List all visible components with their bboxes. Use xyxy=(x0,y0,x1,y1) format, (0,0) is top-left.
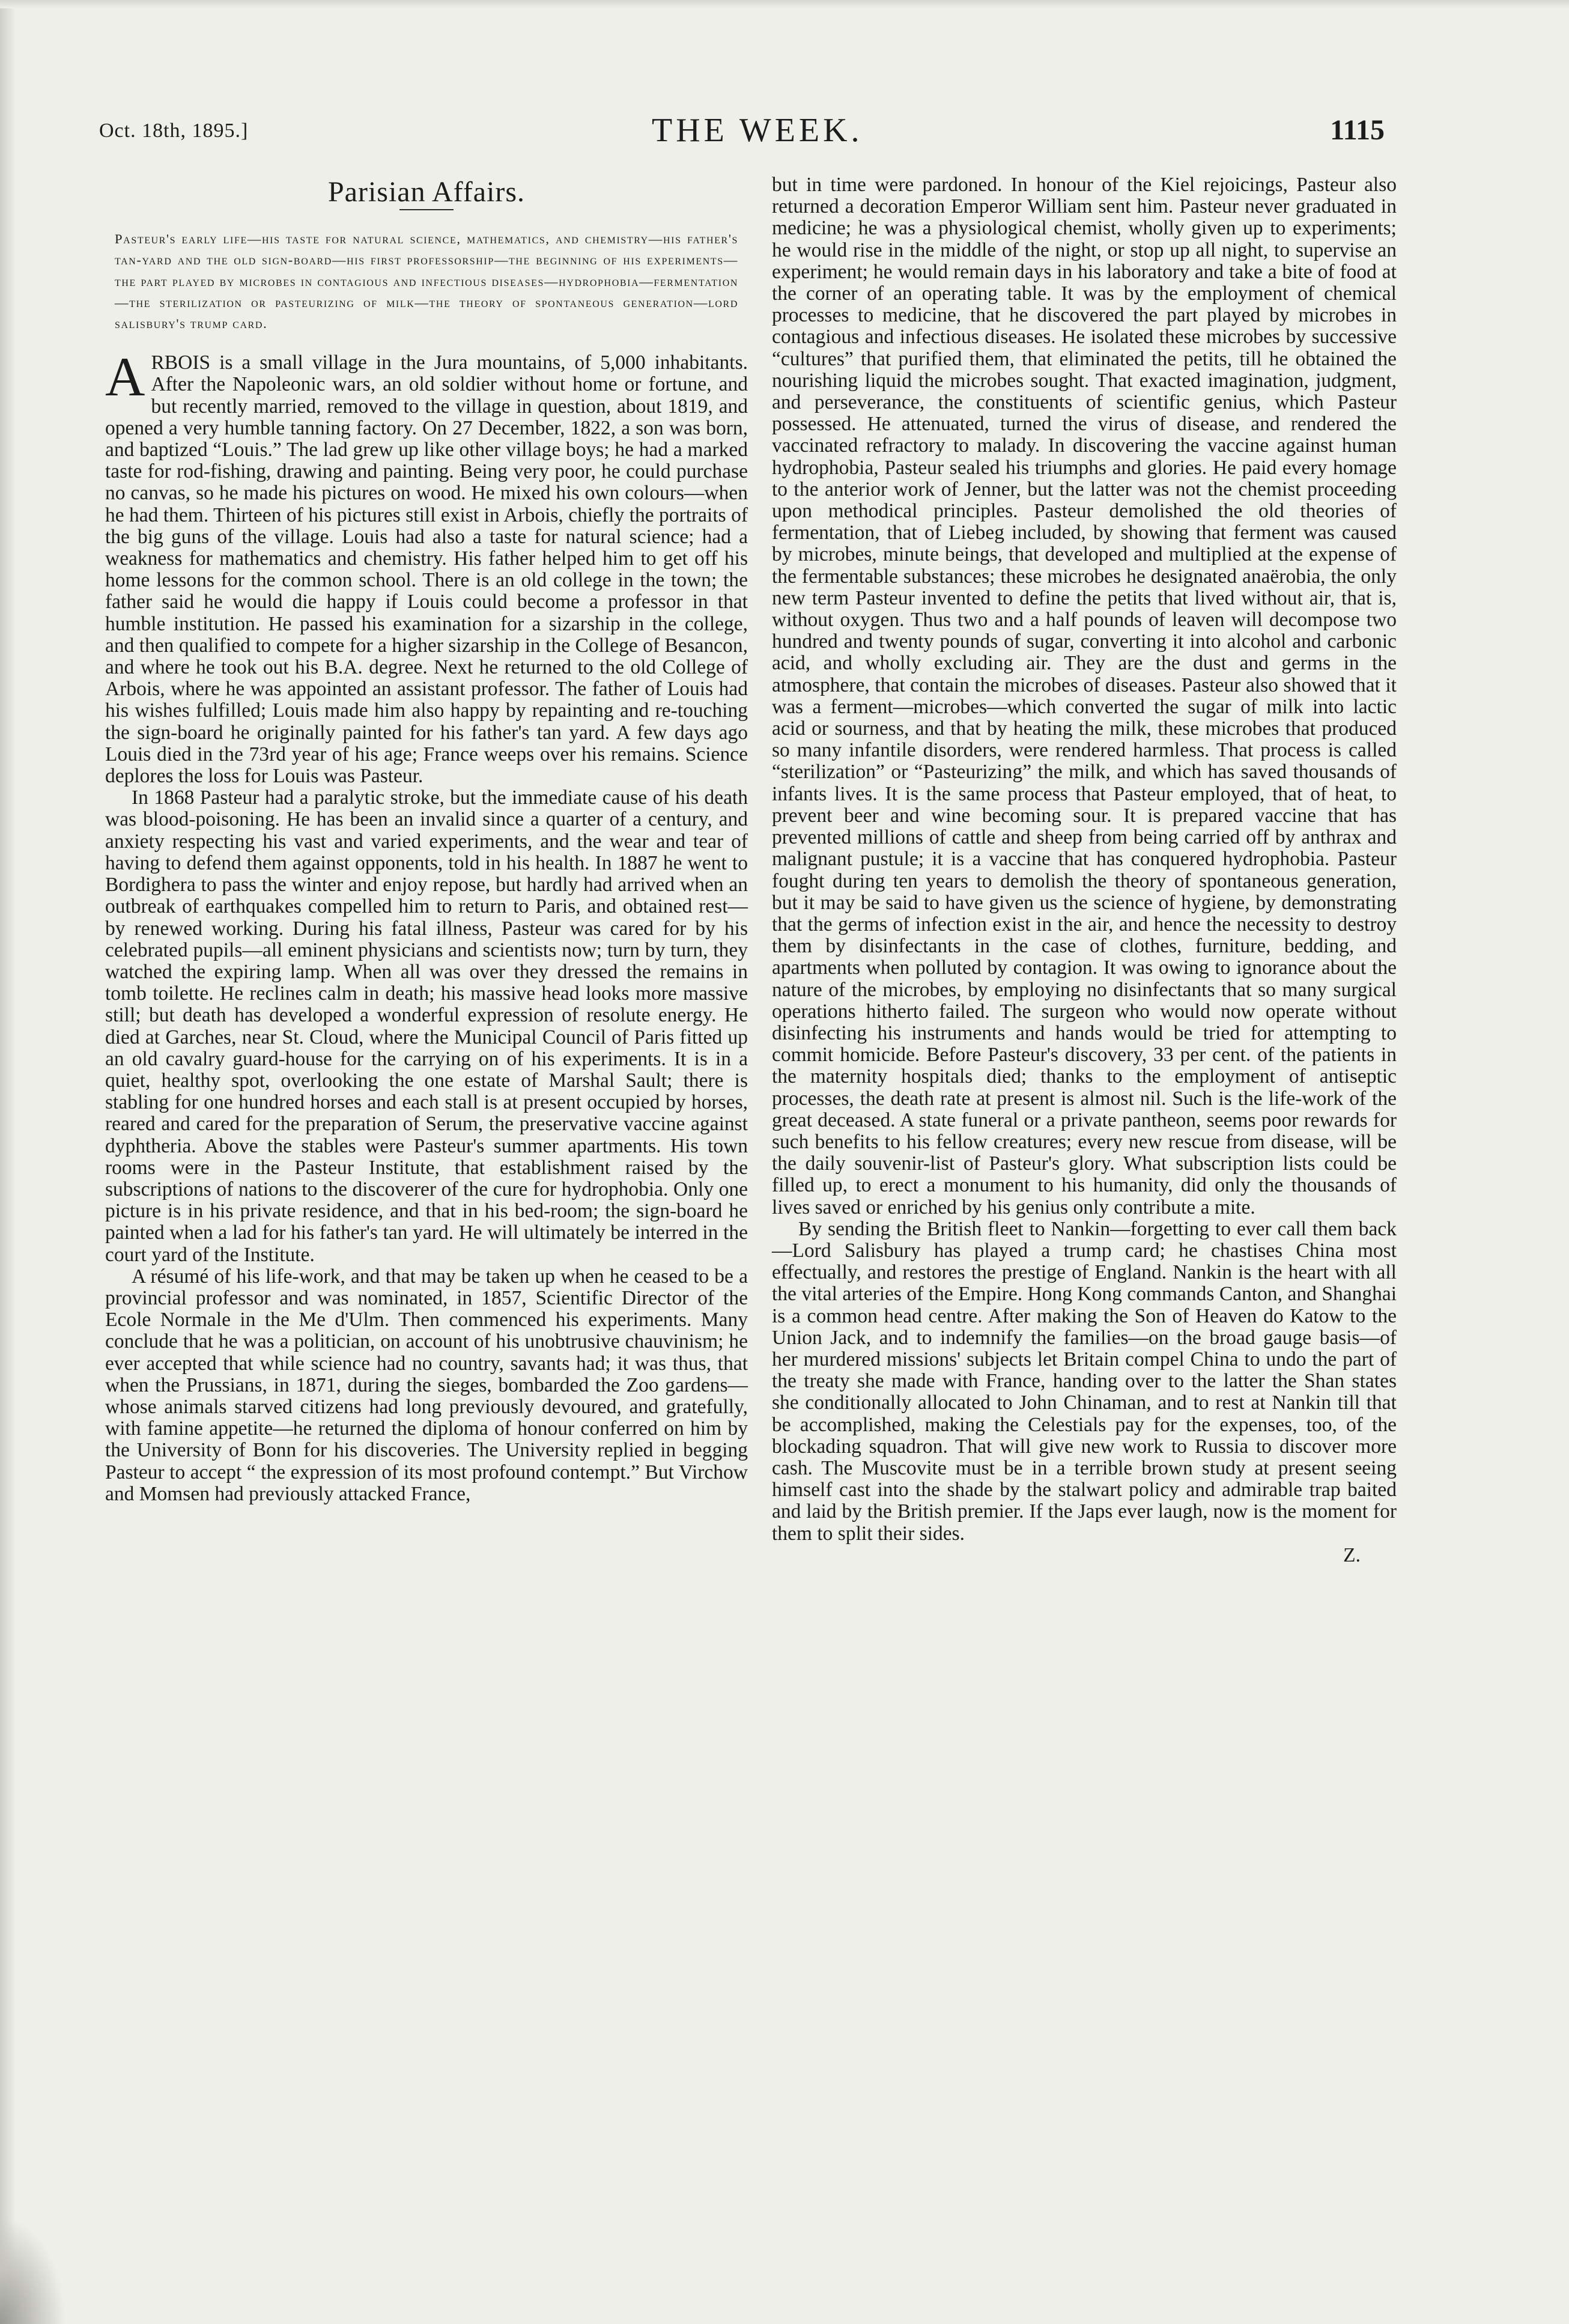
synopsis-text: Pasteur's early life—his taste for natural science, mathematics, and chemistry—his father's tan-yard and the old sign-board—his first professorship—the beginning of his experiments—the part played by microbes in contagious and infectious diseases—hydrophobia—fermentation—the sterilization or pasteurizing of milk—the theory of spontaneous generation—lord salisbury's trump card. xyxy=(115,231,738,332)
paragraph-5: By sending the British fleet to Nankin—forgetting to ever call them back—Lord Salisbury has played a trump card; he chastises China most effectually, and restores the prestige of England. Nankin is the heart with all the vital arteries of the Empire. Hong Kong commands Canton, and Shanghai is a common head centre. After making the Son of Heaven do Katow to the Union Jack, and to indemnify the families—on the broad gauge basis—of her murdered missions' subjects let Britain compel China to undo the part of the treaty she made with France, handing over to the latter the Shan states she conditionally allocated to John Chinaman, and to rest at Nankin till that be accomplished, making the Celestials pay for the expenses, too, of the blockading squadron. That will give new work to Russia to discover more cash. The Muscovite must be in a terrible brown study at present seeing himself cast into the shade by the stalwart policy and admirable trap baited and laid by the British premier. If the Japs ever laugh, now is the moment for them to split their sides. xyxy=(772,1217,1397,1545)
paragraph-3: A résumé of his life-work, and that may be taken up when he ceased to be a provincial professor and was nominated, in 1857, Scientific Director of the Ecole Normale in the Me d'Ulm. Then commenced his experiments. Many conclude that he was a politician, on account of his unobtrusive chauvinism; he ever accepted that while science had no country, savants had; it was thus, that when the Prussians, in 1871, during the sieges, bombarded the Zoo gardens—whose animals starved citizens had long previously devoured, and gratefully, with famine appetite—he returned the diploma of honour conferred on him by the University of Bonn for his discoveries. The University replied in begging Pasteur to accept “ the expression of its most profound contempt.” But Virchow and Momsen had previously attacked France, xyxy=(105,1265,748,1505)
scan-edge-shadow xyxy=(0,0,16,2324)
scan-corner-smudge xyxy=(0,2216,66,2324)
article-synopsis xyxy=(105,228,748,334)
article-title: Parisian Affairs. xyxy=(327,176,526,208)
author-signature: Z. xyxy=(1343,1544,1361,1566)
publication-title: THE WEEK. xyxy=(652,112,863,149)
left-column xyxy=(105,174,748,1505)
scan-top-edge xyxy=(0,0,1569,8)
title-rule xyxy=(399,209,454,210)
page-number: 1115 xyxy=(1330,114,1385,146)
running-head xyxy=(99,111,1385,153)
issue-date: Oct. 18th, 1895.] xyxy=(99,120,249,142)
paragraph-2: In 1868 Pasteur had a paralytic stroke, but the immediate cause of his death was blood-poisoning. He has been an invalid since a quarter of a century, and anxiety respecting his vast and varied experiments, and the wear and tear of having to defend them against opponents, told in his health. In 1887 he went to Bordighera to pass the winter and enjoy repose, but hardly had arrived when an outbreak of earthquakes compelled him to return to Paris, and obtained rest—by renewed working. During his fatal illness, Pasteur was cared for by his celebrated pupils—all eminent physicians and scientists now; turn by turn, they watched the expiring lamp. When all was over they dressed the remains in tomb toilette. He reclines calm in death; his massive head looks more massive still; but death has developed a wonderful expression of resolute energy. He died at Garches, near St. Cloud, where the Municipal Council of Paris fitted up an old cavalry guard-house for the carrying on of his experiments. It is in a quiet, healthy spot, overlooking the one estate of Marshal Sault; there is stabling for one hundred horses and each stall is at present occupied by horses, reared and cared for the preparation of Serum, the preservative vaccine against dyphtheria. Above the stables were Pasteur's summer apartments. His town rooms were in the Pasteur Institute, that establishment raised by the subscriptions of nations to the discoverer of the cure for hydrophobia. Only one picture is in his private residence, and that in his bed-room; the sign-board he painted when a lad for his father's tan yard. He will ultimately be interred in the court yard of the Institute. xyxy=(105,786,748,1266)
drop-cap: A xyxy=(105,346,145,408)
right-column xyxy=(772,174,1397,1566)
paragraph-1-text: RBOIS is a small village in the Jura mountains, of 5,000 inhabitants. After the Napoleonic wars, an old soldier without home or fortune, and but recently married, removed to the village in question, about 1819, and opened a very humble tanning factory. On 27 December, 1822, a son was born, and baptized “Louis.” The lad grew up like other village boys; he had a marked taste for rod-fishing, drawing and painting. Being very poor, he could purchase no canvas, so he made his pictures on wood. He mixed his own colours—when he had them. Thirteen of his pictures still exist in Arbois, chiefly the portraits of the big guns of the village. Louis had also a taste for natural science; had a weakness for mathematics and chemistry. His father helped him to get off his home lessons for the common school. There is an old college in the town; the father said he would die happy if Louis could become a professor in that humble institution. He passed his examination for a sizarship in the college, and then qualified to compete for a higher sizarship in the College of Besancon, and where he took out his B.A. degree. Next he returned to the old College of Arbois, where he was appointed an assistant professor. The father of Louis had his wishes fulfilled; Louis made him also happy by repainting and re-touching the sign-board he originally painted for his father's tan yard. A few days ago Louis died in the 73rd year of his age; France weeps over his remains. Science deplores the loss for Louis was Pasteur. xyxy=(105,351,748,788)
paragraph-1 xyxy=(105,346,748,788)
paragraph-4: but in time were pardoned. In honour of the Kiel rejoicings, Pasteur also returned a decoration Emperor William sent him. Pasteur never graduated in medicine; he was a physiological chemist, wholly given up to experiments; he would rise in the middle of the night, or stop up all night, to supervise an experiment; he would remain days in his laboratory and take a bite of food at the corner of an operating table. It was by the employment of chemical processes to medicine, that he discovered the part played by microbes in contagious and infectious diseases. He isolated these microbes by successive “cultures” that purified them, that eliminated the petits, till he obtained the nourishing liquid the microbes sought. That exacted imagination, judgment, and perseverance, the constituents of scientific genius, which Pasteur possessed. He attenuated, turned the virus of disease, and rendered the vaccinated refractory to malady. In discovering the vaccine against human hydrophobia, Pasteur sealed his triumphs and glories. He paid every homage to the anterior work of Jenner, but the latter was not the chemist proceeding upon methodical principles. Pasteur demolished the old theories of fermentation, that of Liebeg included, by showing that ferment was caused by microbes, minute beings, that developed and multiplied at the expense of the fermentable substances; these microbes he designated anaërobia, the only new term Pasteur invented to define the petits that lived without air, that is, without oxygen. Thus two and a half pounds of leaven will decompose two hundred and twenty pounds of sugar, converting it into alcohol and carbonic acid, and wholly excluding air. They are the dust and germs in the atmosphere, that contain the microbes of diseases. Pasteur also showed that it was a ferment—microbes—which converted the sugar of milk into lactic acid or sourness, and that by heating the milk, these microbes that produced so many infantile disorders, were rendered harmless. That process is called “sterilization” or “Pasteurizing” the milk, and which has saved thousands of infants lives. It is the same process that Pasteur employed, that of heat, to prevent beer and wine becoming sour. It is prepared vaccine that has prevented millions of cattle and sheep from being carried off by anthrax and malignant pustule; it is a vaccine that has conquered hydrophobia. Pasteur fought during ten years to demolish the theory of spontaneous generation, but it may be said to have given us the science of hygiene, by demonstrating that the germs of infection exist in the air, and hence the necessity to destroy them by disinfectants in the case of clothes, furniture, bedding, and apartments when polluted by contagion. It was owing to ignorance about the nature of the microbes, by employing no disinfectants that so many surgical operations hitherto failed. The surgeon who would now operate without disinfecting his instruments and hands would be tried for attempting to commit homicide. Before Pasteur's discovery, 33 per cent. of the patients in the maternity hospitals died; thanks to the employment of antiseptic processes, the death rate at present is almost nil. Such is the life-work of the great deceased. A state funeral or a private pantheon, seems poor rewards for such benefits to his fellow creatures; every new rescue from disease, will be the daily souvenir-list of Pasteur's glory. What subscription lists could be filled up, to erect a monument to his humanity, did only the thousands of lives saved or enriched by his genius only contribute a mite. xyxy=(772,174,1397,1218)
